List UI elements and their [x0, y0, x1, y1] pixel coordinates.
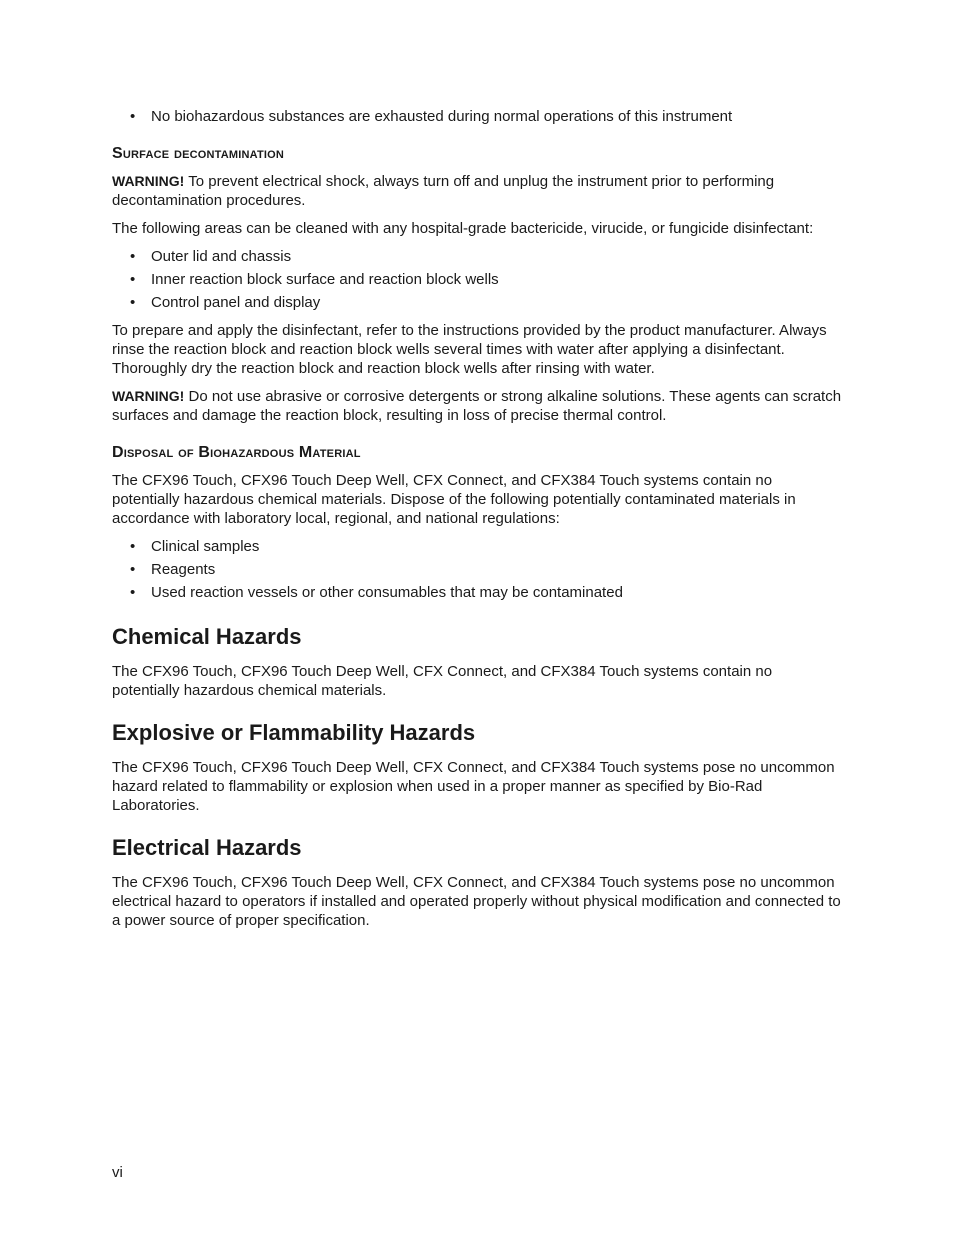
explosive-hazards-heading: Explosive or Flammability Hazards [112, 720, 476, 745]
list-item: • Control panel and display [112, 293, 842, 312]
warning-text: Do not use abrasive or corrosive detergents or strong alkaline solutions. These agents can scratch surfaces and damage the reaction block, resulting in loss of precise thermal control. [112, 388, 842, 424]
surface-warning-2 [112, 387, 842, 425]
disposal-paragraph: The CFX96 Touch, CFX96 Touch Deep Well, CFX Connect, and CFX384 Touch systems contain no potentially hazardous chemical materials. Dispose of the following potentially contaminated materials in accordance with laboratory local, regional, and national regulations: [112, 472, 796, 527]
intro-list [112, 107, 842, 126]
surface-paragraph-1: The following areas can be cleaned with any hospital-grade bactericide, virucide, or fungicide disinfectant: [112, 220, 814, 237]
list-item: • Clinical samples [112, 537, 842, 556]
page-content [112, 107, 842, 939]
explosive-paragraph: The CFX96 Touch, CFX96 Touch Deep Well, CFX Connect, and CFX384 Touch systems pose no uncommon hazard related to flammability or explosion when used in a proper manner as specified by Bio-Rad Laboratories. [112, 759, 835, 814]
list-item: • Outer lid and chassis [112, 247, 842, 266]
list-item: • Used reaction vessels or other consumables that may be contaminated [112, 583, 842, 602]
list-item: • No biohazardous substances are exhausted during normal operations of this instrument [112, 107, 842, 126]
surface-paragraph-2: To prepare and apply the disinfectant, refer to the instructions provided by the product manufacturer. Always rinse the reaction block and reaction block wells several times with water after applying a disinfectant. Thoroughly dry the reaction block and reaction block wells after rinsing with water. [112, 322, 827, 377]
warning-text: To prevent electrical shock, always turn off and unplug the instrument prior to performing decontamination procedures. [112, 173, 775, 209]
electrical-hazards-heading: Electrical Hazards [112, 835, 302, 860]
surface-warning [112, 172, 842, 210]
surface-decontamination-heading: Surface decontamination [112, 145, 285, 162]
disposal-list [112, 537, 842, 602]
page-number: vi [112, 1164, 123, 1181]
list-item: • Inner reaction block surface and reaction block wells [112, 270, 842, 289]
chemical-paragraph: The CFX96 Touch, CFX96 Touch Deep Well, CFX Connect, and CFX384 Touch systems contain no potentially hazardous chemical materials. [112, 663, 773, 699]
warning-label: WARNING! [112, 388, 185, 404]
disposal-heading: Disposal of Biohazardous Material [112, 444, 361, 461]
surface-areas-list [112, 247, 842, 312]
list-item: • Reagents [112, 560, 842, 579]
electrical-paragraph: The CFX96 Touch, CFX96 Touch Deep Well, CFX Connect, and CFX384 Touch systems pose no uncommon electrical hazard to operators if installed and operated properly without physical modification and connected to a power source of proper specification. [112, 874, 841, 929]
chemical-hazards-heading: Chemical Hazards [112, 624, 302, 649]
warning-label: WARNING! [112, 173, 185, 189]
